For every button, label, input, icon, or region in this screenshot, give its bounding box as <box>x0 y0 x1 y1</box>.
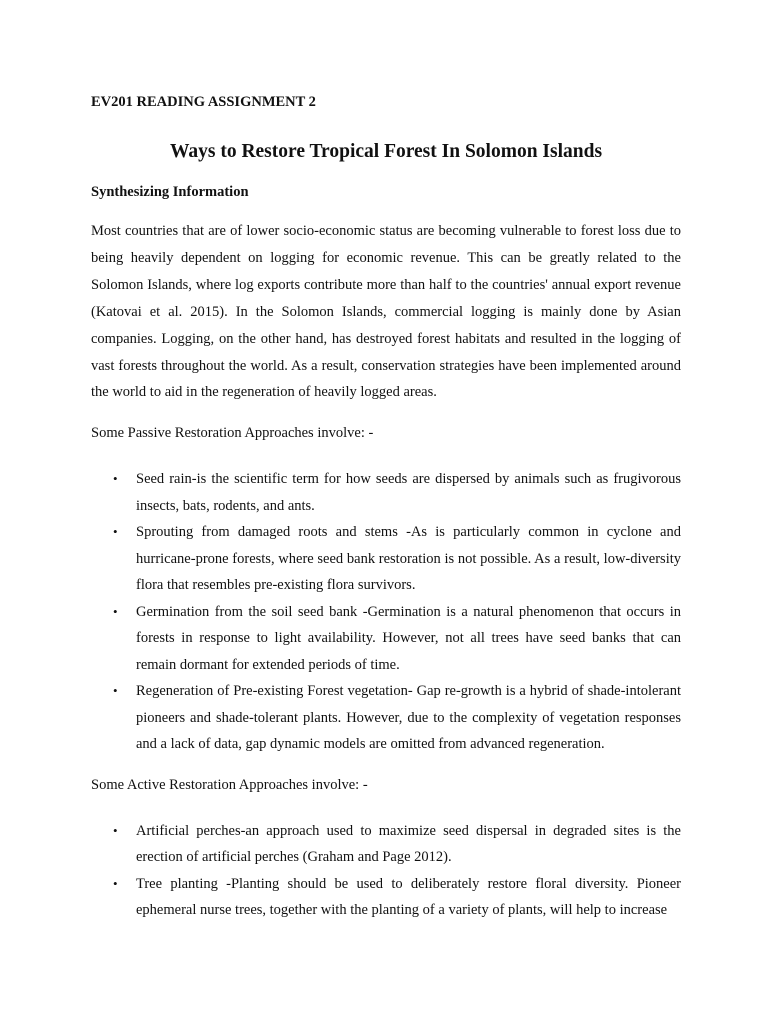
list-item-text: Artificial perches-an approach used to maximize seed dispersal in degraded sites is the erection of artificial perches (Graham and Page 2012). <box>136 822 681 866</box>
list-item <box>91 871 681 924</box>
list-item <box>91 818 681 871</box>
bullet-icon: • <box>113 875 118 891</box>
bullet-icon: • <box>113 471 118 487</box>
list-item-text: Regeneration of Pre-existing Forest vegetation- Gap re-growth is a hybrid of shade-intolerant pioneers and shade-tolerant plants. However, due to the complexity of vegetation responses and a lack of data, gap dynamic models are omitted from advanced regeneration. <box>136 683 681 753</box>
list-item-text: Seed rain-is the scientific term for how seeds are dispersed by animals such as frugivorous insects, bats, rodents, and ants. <box>136 471 681 514</box>
bullet-icon: • <box>113 822 118 838</box>
course-heading: EV201 READING ASSIGNMENT 2 <box>91 94 316 110</box>
list-item <box>91 599 681 679</box>
list-item <box>91 519 681 599</box>
section-subheading: Synthesizing Information <box>91 184 249 200</box>
bullet-icon: • <box>113 603 118 619</box>
active-approaches-list <box>91 818 681 924</box>
document-title: Ways to Restore Tropical Forest In Solomon Islands <box>169 141 603 162</box>
body-paragraph: Most countries that are of lower socio-economic status are becoming vulnerable to forest loss due to being heavily dependent on logging for economic revenue. This can be greatly related to the Solomon Islands, where log exports contribute more than half to the countries' annual export revenue (Katovai et al. 2015). In the Solomon Islands, commercial logging is mainly done by Asian companies. Logging, on the other hand, has destroyed forest habitats and resulted in the logging of vast forests throughout the world. As a result, conservation strategies have been implemented around the world to aid in the regeneration of heavily logged areas. <box>91 223 681 401</box>
list-item <box>91 678 681 758</box>
document-page <box>91 90 681 938</box>
list-item-text: Tree planting -Planting should be used to deliberately restore floral diversity. Pioneer ephemeral nurse trees, together with the planting of a variety of plants, will help to increase <box>136 875 681 919</box>
passive-approaches-list <box>91 466 681 758</box>
list-item-text: Germination from the soil seed bank -Germination is a natural phenomenon that occurs in forests in response to light availability. However, not all trees have seed banks that can remain dormant for extended periods of time. <box>136 603 681 673</box>
active-list-intro: Some Active Restoration Approaches involve: - <box>91 776 368 793</box>
bullet-icon: • <box>113 683 118 699</box>
list-item <box>91 466 681 519</box>
list-item-text: Sprouting from damaged roots and stems -As is particularly common in cyclone and hurricane-prone forests, where seed bank restoration is not possible. As a result, low-diversity flora that resembles pre-existing flora survivors. <box>136 524 681 594</box>
passive-list-intro: Some Passive Restoration Approaches involve: - <box>91 425 374 442</box>
bullet-icon: • <box>113 524 118 540</box>
